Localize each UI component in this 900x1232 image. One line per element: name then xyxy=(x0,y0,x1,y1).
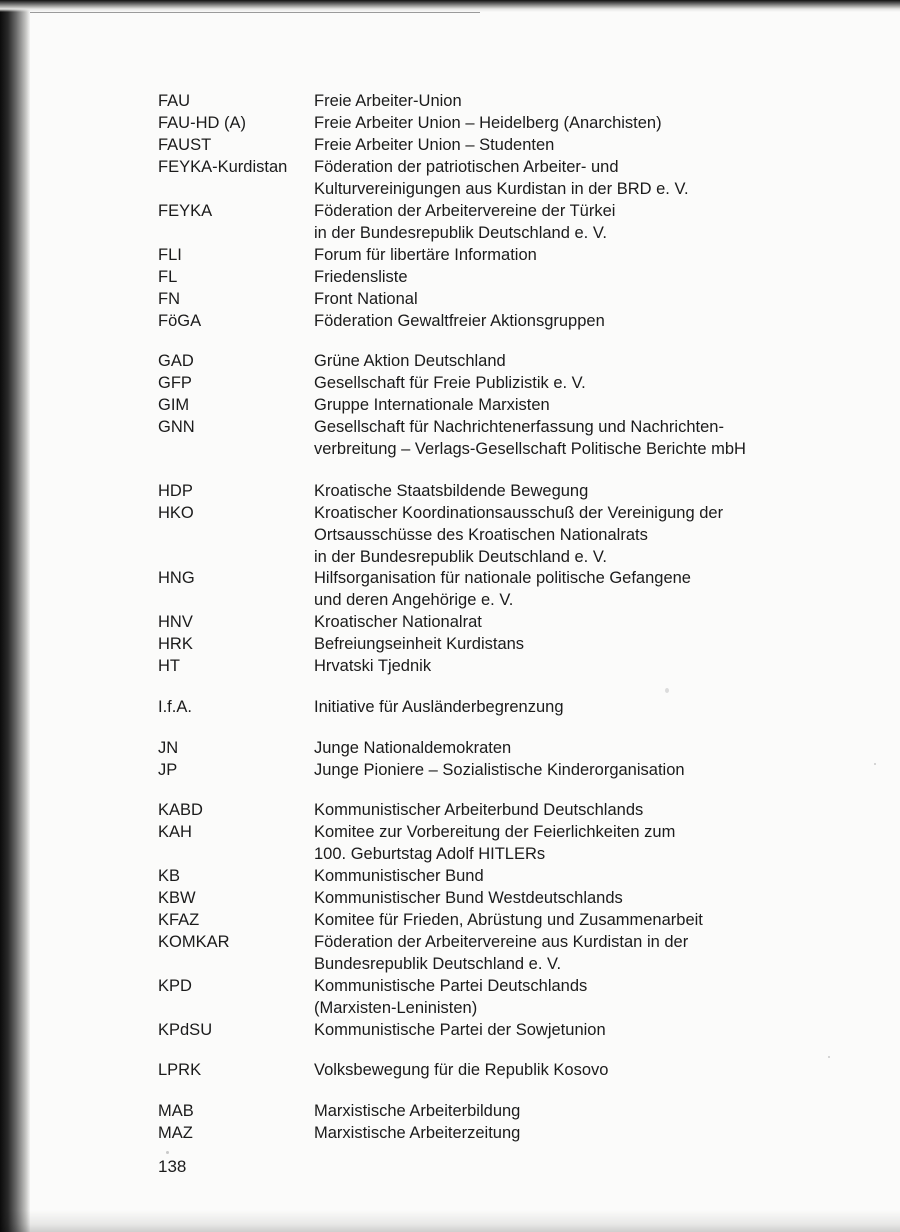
abbreviation: FAUST xyxy=(158,136,212,154)
definition-line: Freie Arbeiter-Union xyxy=(314,92,462,110)
abbreviation: FöGA xyxy=(158,312,202,330)
definition xyxy=(314,737,874,759)
abbreviation: KBW xyxy=(158,889,196,907)
abbreviation: FEYKA-Kurdistan xyxy=(158,158,288,176)
abbreviation: GIM xyxy=(158,396,190,414)
definition xyxy=(314,288,874,310)
abbreviation: FAU xyxy=(158,92,191,110)
definition xyxy=(314,633,874,655)
definition-line: Bundesrepublik Deutschland e. V. xyxy=(314,955,562,973)
definition-line: verbreitung – Verlags-Gesellschaft Politische Berichte mbH xyxy=(314,440,746,458)
definition-line: Marxistische Arbeiterzeitung xyxy=(314,1124,521,1142)
definition-line: Kroatischer Nationalrat xyxy=(314,613,482,631)
definition xyxy=(314,416,874,460)
abbreviation: FEYKA xyxy=(158,202,213,220)
abbreviation: GFP xyxy=(158,374,192,392)
definition-line: Föderation der Arbeitervereine der Türkei xyxy=(314,202,616,220)
definition xyxy=(314,1122,874,1144)
definition xyxy=(314,310,874,332)
definition xyxy=(314,134,874,156)
abbreviation: MAB xyxy=(158,1102,194,1120)
definition-line: Initiative für Ausländerbegrenzung xyxy=(314,698,564,716)
abbreviation: KPdSU xyxy=(158,1021,213,1039)
definition xyxy=(314,502,874,568)
definition-line: Kommunistische Partei der Sowjetunion xyxy=(314,1021,606,1039)
definition-line: Marxistische Arbeiterbildung xyxy=(314,1102,521,1120)
definition-line: Forum für libertäre Information xyxy=(314,246,537,264)
abbreviation: JN xyxy=(158,739,179,757)
abbreviation: FN xyxy=(158,290,180,308)
definition-line: Gesellschaft für Nachrichtenerfassung und Nachrichten- xyxy=(314,418,724,436)
definition-line: Föderation Gewaltfreier Aktionsgruppen xyxy=(314,312,605,330)
definition xyxy=(314,696,874,718)
definition-line: Hilfsorganisation für nationale politische Gefangene xyxy=(314,569,691,587)
definition-line: Freie Arbeiter Union – Studenten xyxy=(314,136,555,154)
definition xyxy=(314,909,874,931)
definition xyxy=(314,567,874,611)
definition-line: in der Bundesrepublik Deutschland e. V. xyxy=(314,548,607,566)
page-number: 138 xyxy=(158,1157,187,1176)
definition xyxy=(314,799,874,821)
definition xyxy=(314,266,874,288)
definition-line: Komitee für Frieden, Abrüstung und Zusammenarbeit xyxy=(314,911,703,929)
abbreviation: FLI xyxy=(158,246,182,264)
abbreviation: HRK xyxy=(158,635,193,653)
definition-line: Kommunistischer Bund Westdeutschlands xyxy=(314,889,623,907)
definition-line: Freie Arbeiter Union – Heidelberg (Anarchisten) xyxy=(314,114,662,132)
abbreviation: FAU-HD (A) xyxy=(158,114,246,132)
definition xyxy=(314,480,874,502)
definition xyxy=(314,1100,874,1122)
definition-line: Föderation der patriotischen Arbeiter- und xyxy=(314,158,619,176)
definition-line: Kommunistischer Bund xyxy=(314,867,484,885)
abbreviation: KOMKAR xyxy=(158,933,230,951)
definition-line: Ortsausschüsse des Kroatischen Nationalrats xyxy=(314,526,648,544)
abbreviation: MAZ xyxy=(158,1124,193,1142)
definition-line: Kroatische Staatsbildende Bewegung xyxy=(314,482,589,500)
abbreviation: KABD xyxy=(158,801,203,819)
definition-line: Kommunistischer Arbeiterbund Deutschlands xyxy=(314,801,644,819)
definition-line: Komitee zur Vorbereitung der Feierlichkeiten zum xyxy=(314,823,676,841)
abbreviation: JP xyxy=(158,761,178,779)
definition-line: und deren Angehörige e. V. xyxy=(314,591,514,609)
definition-line: Föderation der Arbeitervereine aus Kurdistan in der xyxy=(314,933,689,951)
definition xyxy=(314,759,874,781)
definition xyxy=(314,611,874,633)
definition-line: (Marxisten-Leninisten) xyxy=(314,999,478,1017)
definition-line: in der Bundesrepublik Deutschland e. V. xyxy=(314,224,607,242)
abbreviation: LPRK xyxy=(158,1061,202,1079)
definition-line: Volksbewegung für die Republik Kosovo xyxy=(314,1061,609,1079)
definition xyxy=(314,372,874,394)
definition-line: Kroatischer Koordinationsausschuß der Vereinigung der xyxy=(314,504,724,522)
definition-line: Gesellschaft für Freie Publizistik e. V. xyxy=(314,374,586,392)
definition-line: Gruppe Internationale Marxisten xyxy=(314,396,550,414)
abbreviation: GNN xyxy=(158,418,195,436)
abbreviation: HNG xyxy=(158,569,195,587)
definition xyxy=(314,975,874,1019)
definition xyxy=(314,887,874,909)
definition-line: Junge Pioniere – Sozialistische Kinderorganisation xyxy=(314,761,685,779)
definition xyxy=(314,112,874,134)
definition xyxy=(314,865,874,887)
abbreviation: HNV xyxy=(158,613,193,631)
definition-line: Friedensliste xyxy=(314,268,408,286)
definition xyxy=(314,1059,874,1081)
abbreviation: HKO xyxy=(158,504,194,522)
definition xyxy=(314,821,874,865)
definition xyxy=(314,244,874,266)
abbreviation: HT xyxy=(158,657,180,675)
definition-line: Hrvatski Tjednik xyxy=(314,657,432,675)
definition xyxy=(314,655,874,677)
abbreviation: KB xyxy=(158,867,181,885)
abbreviation: KFAZ xyxy=(158,911,200,929)
definition-line: Befreiungseinheit Kurdistans xyxy=(314,635,525,653)
definition-line: Junge Nationaldemokraten xyxy=(314,739,512,757)
definition xyxy=(314,156,874,200)
definition-line: Grüne Aktion Deutschland xyxy=(314,352,506,370)
definition xyxy=(314,90,874,112)
definition-line: Kommunistische Partei Deutschlands xyxy=(314,977,588,995)
abbreviation: FL xyxy=(158,268,178,286)
definition-line: Front National xyxy=(314,290,418,308)
definition xyxy=(314,350,874,372)
definition xyxy=(314,931,874,975)
definition-line: Kulturvereinigungen aus Kurdistan in der BRD e. V. xyxy=(314,180,689,198)
abbreviation: GAD xyxy=(158,352,194,370)
definition xyxy=(314,394,874,416)
abbreviation: I.f.A. xyxy=(158,698,192,716)
definition xyxy=(314,200,874,244)
abbreviation: KAH xyxy=(158,823,192,841)
definition-line: 100. Geburtstag Adolf HITLERs xyxy=(314,845,546,863)
abbreviation: HDP xyxy=(158,482,193,500)
abbreviation: KPD xyxy=(158,977,192,995)
definition xyxy=(314,1019,874,1041)
